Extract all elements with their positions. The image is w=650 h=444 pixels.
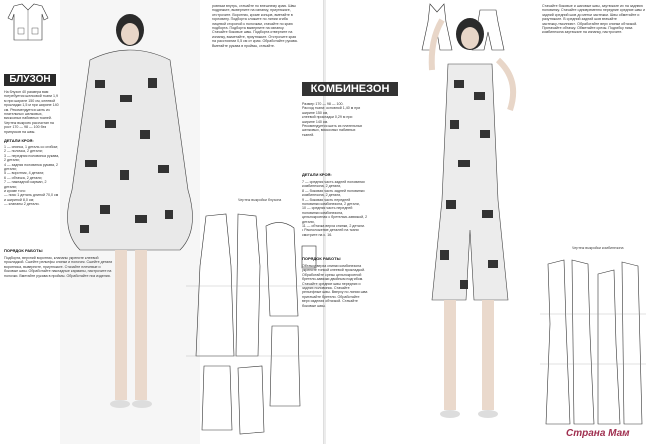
left-page xyxy=(0,0,324,444)
jumpsuit-details: 7 — средняя часть задней половинки комбинезона, 2 детали, 8 — боковая часть задней половинки комбинезона, 2 детали, 9 — боковая часть передней половинки комбинезона, 2 детали, 10 — средняя часть передней половинки комбинезона, цельнокроеная с бретелью-завязкой, 2 детали, 11 — обтачка верха спинки, 2 детали. • Расположение деталей на ткани смотрите на с. 16. xyxy=(302,180,368,237)
blouson-title: БЛУЗОН xyxy=(4,74,56,86)
jumpsuit-column-two: Стачайте боковые и шаговые швы, заутюжьте их на заднюю половинку. Стачайте одновременно передние средние швы и задний средний шов до метки застежки. Швы обметайте и разутюжьте. В средний задний шов втачайте застежку-«молнию». Обработайте верх спинки обтачкой. Притачайте обтачку. Обметайте срезы. Подгибку низа комбинезона заутюжьте на изнанку, настрочите. xyxy=(542,4,647,35)
jumpsuit-order: Обтачку верха спинки комбинезона укрепите тонкой клеевой прокладкой. Обработайте срезы цельнокроеной бретели-завязки двойным подгибом. Стачайте средние швы передних и задних половинок. Стачайте рельефные швы. Вверху по линии шва притачайте бретели. Обработайте верх изделия обтачкой. Стачайте боковые швы. xyxy=(302,264,369,308)
jumpsuit-details-heading: ДЕТАЛИ КРОЯ: xyxy=(302,172,332,177)
jumpsuit-intro: Размер 170 — 98 — 100. Расход ткани: основной 1,40 м при ширине 150 см, клеевой прокладки 0,29 м при ширине 140 см. Рекомендуется шить из плательных шелковых, вискозных набивных тканей. xyxy=(302,102,363,137)
jumpsuit-pattern-drawing xyxy=(540,254,646,434)
jacket-flat-sketch xyxy=(2,2,56,42)
site-watermark: Страна Мам xyxy=(566,428,630,439)
right-page xyxy=(302,0,650,444)
model-photo-jumpsuit xyxy=(370,0,540,444)
blouson-order: Подборта, верхний воротник, клапаны укрепите клеевой прокладкой. Сшейте рельефы спинки и полочек. Сшейте детали воротника, выверните, приутюжьте. Стачайте плечевые и боковые швы. Обработайте накладные карманы, настрочите на полочки. Вметайте рукава в проймы. Обработайте низ изделия. xyxy=(4,256,114,278)
jumpsuit-drawing-caption: Чертеж выкройки комбинезона xyxy=(572,246,624,250)
blouson-column-two: ровным внутрь, стачайте по внешнему краю. Швы подрежьте, выверните на изнанку, приутюжьте, отстрочите. Воротник, кроме концов, вметайте в горловину. Подборта сложите по линии сгиба лицевой стороной к полочкам, стачайте по краю подборта. Подборта выверните на изнанку. Стачайте боковые швы. Подборта отверните на изнанку, выметайте, приутюжьте. Отстрочите края на расстоянии 0,5 см от края. Обработайте рукава. Вметайте рукава в проймы, стачайте. xyxy=(212,4,299,48)
jumpsuit-order-heading: ПОРЯДОК РАБОТЫ xyxy=(302,256,341,261)
jumpsuit-title: КОМБИНЕЗОН xyxy=(302,82,398,96)
blouson-details: 1 — спинка, 1 деталь со сгибом; 2 — полочка, 2 детали; 3 — передняя половинка рукава, 2 детали; 4 — задняя половинка рукава, 2 детали; 5 — воротник, 4 детали; 6 — обтачка, 2 детали; 7 — накладной карман, 2 детали; и кроме того: — пояс 1 деталь длиной 70,0 см и шириной 8,0 см; — клапаны 2 детали. xyxy=(4,145,60,207)
blouson-order-heading: ПОРЯДОК РАБОТЫ xyxy=(4,248,43,253)
model-photo-blouson xyxy=(60,0,200,444)
blouson-details-heading: ДЕТАЛИ КРОЯ: xyxy=(4,138,34,143)
blouson-drawing-caption: Чертеж выкройки блузона xyxy=(238,198,282,202)
blouson-pattern-drawing xyxy=(186,206,322,440)
blouson-intro: На блузон 40 размера вам потребуется шелковой ткани 1,9 м при ширине 150 см, клеевой прокладки 1,5 м при ширине 140 см. Рекомендуется шить из плательных шелковых, вискозных набивных тканей. Чертеж выкроек рассчитан на рост 170 — 98 — 100 без припусков на швы. xyxy=(4,90,60,134)
